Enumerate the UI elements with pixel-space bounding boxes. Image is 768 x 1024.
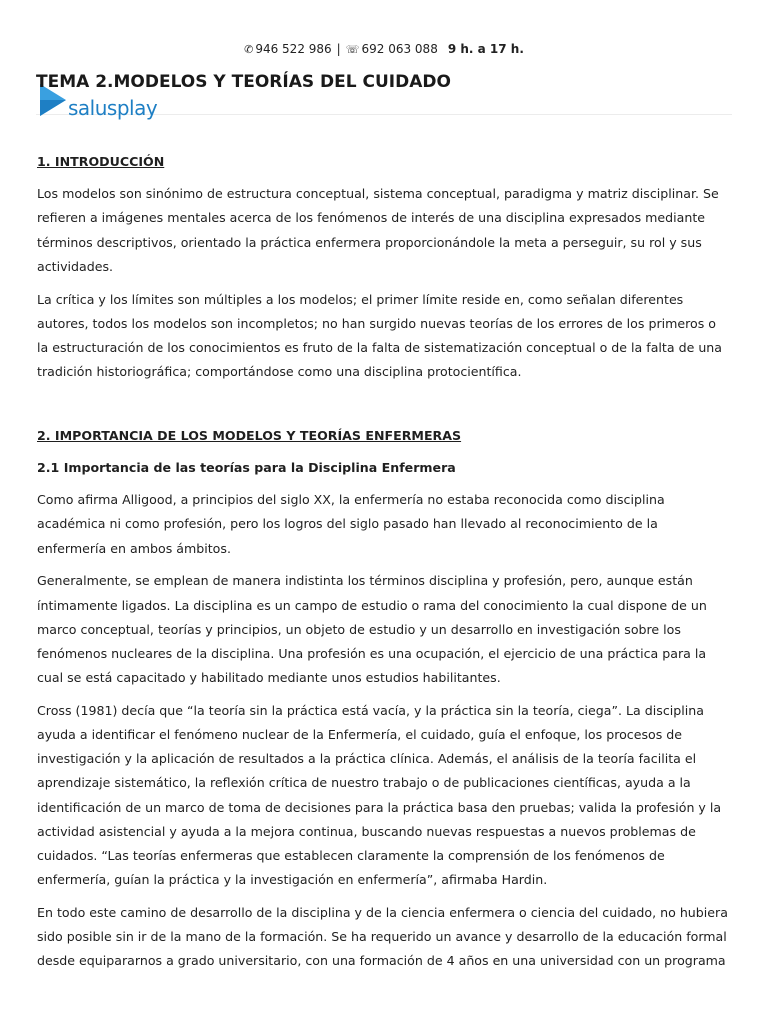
logo-text: salusplay: [68, 96, 158, 120]
whatsapp-icon: ☏: [345, 43, 360, 56]
paragraph: Cross (1981) decía que “la teoría sin la práctica está vacía, y la práctica sin la teoría, ciega”. La disciplina ayuda a identificar el fenómeno nuclear de la Enfermería, el cuidado, guía el enfoque, los procesos de investigación y la aplicación de resultados a la práctica clínica. Además, el análisis de la teoría facilita el aprendizaje sistemático, la reflexión crítica de nuestro trabajo o de publicaciones científicas, ayuda a la identificación de un marco de toma de decisiones para la práctica basa den pruebas; valida la profesión y la actividad asistencial y ayuda a la mejora continua, buscando nuevas respuestas a nuevos problemas de cuidados. “Las teorías enfermeras que establecen claramente la comprensión de los fenómenos de enfermería, guían la práctica y la investigación en enfermería”, afirmaba Hardin.: [37, 702, 722, 888]
opening-hours: 9 h. a 17 h.: [447, 42, 524, 56]
page-title: TEMA 2.MODELOS Y TEORÍAS DEL CUIDADO: [36, 72, 451, 92]
subsection-heading: 2.1 Importancia de las teorías para la Disciplina Enfermera: [37, 460, 456, 476]
section-heading-importancia: 2. IMPORTANCIA DE LOS MODELOS Y TEORÍAS ENFERMERAS: [37, 427, 462, 443]
contact-separator: |: [336, 42, 341, 56]
paragraph: Los modelos son sinónimo de estructura conceptual, sistema conceptual, paradigma y matriz disciplinar. Se refieren a imágenes mentales acerca de los fenómenos de interés de una disciplina expresados mediante términos descriptivos, orientado la práctica enfermera proporcionándole la meta a perseguir, su rol y sus actividades.: [37, 186, 719, 274]
phone-icon: ✆: [244, 43, 254, 56]
section-spacer: [37, 393, 731, 424]
paragraph: En todo este camino de desarrollo de la disciplina y de la ciencia enfermera o ciencia del cuidado, no hubiera sido posible sin ir de la mano de la formación. Se ha requerido un avance y desarrollo de la educación formal desde equipararnos a grado universitario, con una formación de 4 años en una universidad con un programa: [37, 904, 728, 969]
contact-bar: [0, 42, 768, 56]
phone-number[interactable]: 946 522 986: [255, 42, 332, 56]
paragraph: Generalmente, se emplean de manera indistinta los términos disciplina y profesión, pero, aunque están íntimamente ligados. La disciplina es un campo de estudio o rama del conocimiento la cual dispone de un marco conceptual, teorías y principios, un objeto de estudio y un desarrollo en investigación sobre los fenómenos nucleares de la disciplina. Una profesión es una ocupación, el ejercicio de una práctica para la cual se está capacitado y habilitado mediante unos estudios habilitantes.: [37, 573, 707, 686]
paragraph: Como afirma Alligood, a principios del siglo XX, la enfermería no estaba reconocida como disciplina académica ni como profesión, pero los logros del siglo pasado han llevado al reconocimiento de la enfermería en ambos ámbitos.: [37, 492, 665, 556]
page-header: [36, 70, 732, 120]
whatsapp-number[interactable]: 692 063 088: [361, 42, 438, 56]
paragraph: La crítica y los límites son múltiples a los modelos; el primer límite reside en, como señalan diferentes autores, todos los modelos son incompletos; no han surgido nuevas teorías de los errores de los primeros o la estructuración de los conocimientos es fruto de la falta de sistematización conceptual o de la falta de una tradición historiográfica; comportándose como una disciplina protocientífica.: [37, 291, 723, 380]
section-heading-introduccion: 1. INTRODUCCIÓN: [37, 154, 165, 169]
article-body: [37, 150, 731, 982]
